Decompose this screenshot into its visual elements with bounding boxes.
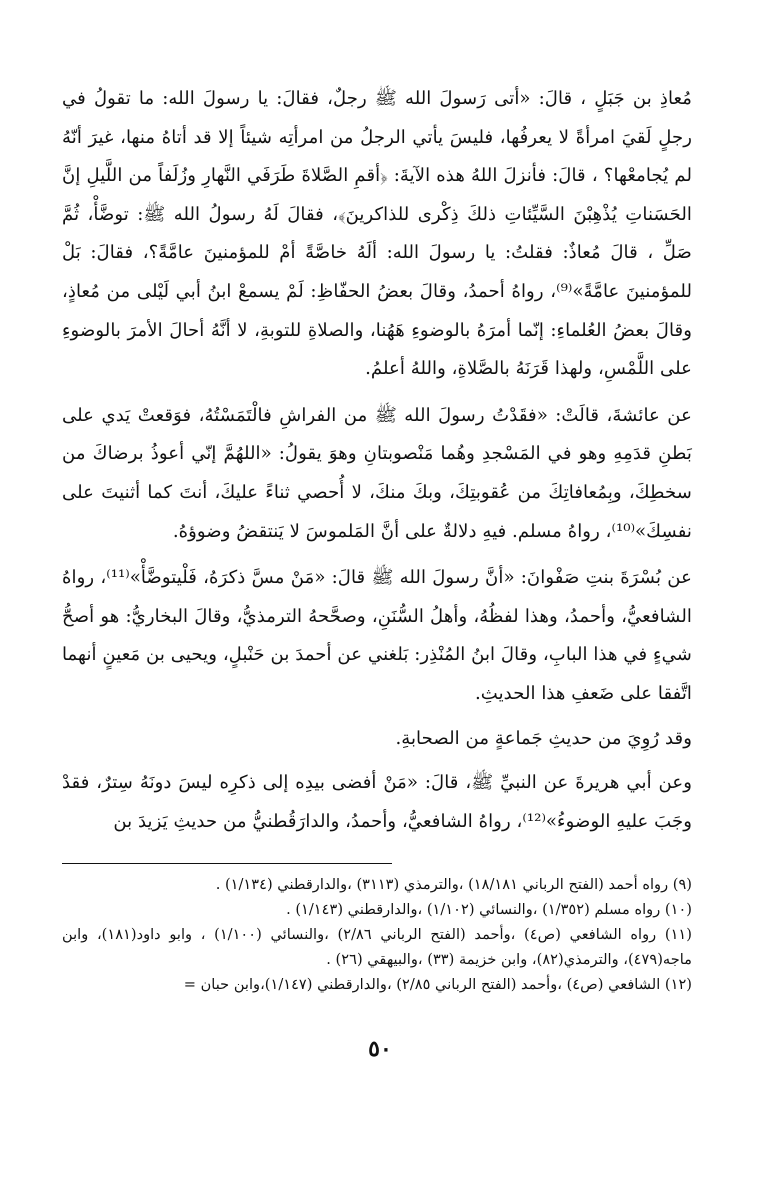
footnote-12: (١٢) الشافعي (ص٤) ،وأحمد (الفتح الرباني ٢/٨٥) ،والدارقطني (١/١٤٧)،وابن حبان = — [183, 976, 692, 994]
footnote-11: (١١) رواه الشافعي (ص٤) ،وأحمد (الفتح الرباني ٢/٨٦) ،والنسائي (١/١٠٠) ، وابو داود(١٨١)، وابن ماجه(٤٧٩)، والترمذي(٨٢)، وابن خزيمة (٣٣) ،والبيهقي (٢٦) . — [62, 926, 692, 969]
page-number: ٥٠ — [368, 1036, 392, 1062]
body-paragraph-4: وقد رُوِيَ من حديثِ جَماعةٍ من الصحابةِ. — [395, 727, 692, 749]
footnote-divider — [62, 863, 392, 864]
footnotes — [62, 872, 692, 997]
footnote-10: (١٠) رواه مسلم (١/٣٥٢) ،والنسائي (١/١٠٢) ،والدارقطني (١/١٤٣) . — [286, 901, 692, 919]
footnote-9: (٩) رواه أحمد (الفتح الرباني ١٨/١٨١) ،والترمذي (٣١١٣) ،والدارقطني (١/١٣٤) . — [215, 876, 692, 894]
body-paragraph-1: مُعاذِ بن جَبَلٍ ، قالَ: «أتى رَسولَ الله ﷺ رجلٌ، فقالَ: يا رسولَ الله: ما تقولُ في رجلٍ لَقيَ امرأةً لا يعرفُها، فليسَ يأتي الرجلُ من امرأتِه شيئاً إلا قد أتاهُ منها، غيرَ أنّهُ لم يُجامعْها؟ ، قالَ: فأنزلَ اللهُ هذه الآيةَ: ﴿أقمِ الصَّلاةَ طَرَفَي النَّهارِ وزُلَفاً من اللَّيلِ إنَّ الحَسَناتِ يُذْهِبْنَ السَّيِّئاتِ ذلكَ ذِكْرى للذاكرينَ﴾، فقالَ لَهُ رسولُ الله ﷺ: توضَّأْ، ثُمَّ صَلِّ ، قالَ مُعاذٌ: فقلتُ: يا رسولَ الله: ألَهُ خاصَّةً أمْ للمؤمنينَ عامَّةً؟، فقالَ: بَلْ للمؤمنينَ عامَّةً»⁽⁹⁾، رواهُ أحمدُ، وقالَ بعضُ الحفّاظِ: لَمْ يسمعْ ابنُ أبي لَيْلى من مُعاذٍ، وقالَ بعضُ العُلماءِ: إنّما أمرَهُ بالوضوءِ هَهُنا، والصلاةِ للتوبةِ، لا أنَّهُ أحالَ الأمرَ بالوضوءِ على اللَّمْسِ، ولهذا قَرَنَهُ بالصَّلاةِ، واللهُ أعلمُ. — [62, 88, 692, 380]
body-paragraph-2: عن عائشةَ، قالَتْ: «فقَدْتُ رسولَ الله ﷺ من الفراشِ فالْتَمَسْتُهُ، فوَقعتْ يَدي على بَطنِ قدَمِهِ وهو في المَسْجدِ وهُما مَنْصوبتانِ وهوَ يقولُ: «اللهُمَّ إنّي أعوذُ برضاكَ من سخطِكَ، وبِمُعافاتِكَ من عُقوبتِكَ، وبكَ منكَ، لا أُحصي ثناءً عليكَ، أنتَ كما أثنيتَ على نفسِكَ»⁽¹⁰⁾، رواهُ مسلم. فيهِ دلالةٌ على أنَّ المَلموسَ لا يَنتقضُ وضوؤهُ. — [62, 404, 692, 542]
body-paragraph-5: وعن أبي هريرةَ عن النبيِّ ﷺ، قالَ: «مَنْ أفضى بيدِه إلى ذكرِه ليسَ دونَهُ سِترٌ، فقدْ وجَبَ عليهِ الوضوءُ»⁽¹²⁾، رواهُ الشافعيُّ، وأحمدُ، والدارَقُطنيُّ من حديثِ يَزيدَ بن — [62, 772, 692, 832]
body-paragraph-3: عن بُسْرَةَ بنتِ صَفْوانَ: «أنَّ رسولَ الله ﷺ قالَ: «مَنْ مسَّ ذكرَهُ، فَلْيتوضَّأْ»⁽¹¹⁾، رواهُ الشافعيُّ، وأحمدُ، وهذا لفظُهُ، وأهلُ السُّنَنِ، وصحَّحهُ الترمذيُّ، وقالَ البخاريُّ: هو أصحُّ شيءٍ في هذا البابِ، وقالَ ابنُ المُنْذِر: بَلغني عن أحمدَ بن حَنْبلٍ، ويحيى بن مَعينٍ أنهما اتَّفقا على ضَعفِ هذا الحديثِ. — [62, 567, 692, 704]
